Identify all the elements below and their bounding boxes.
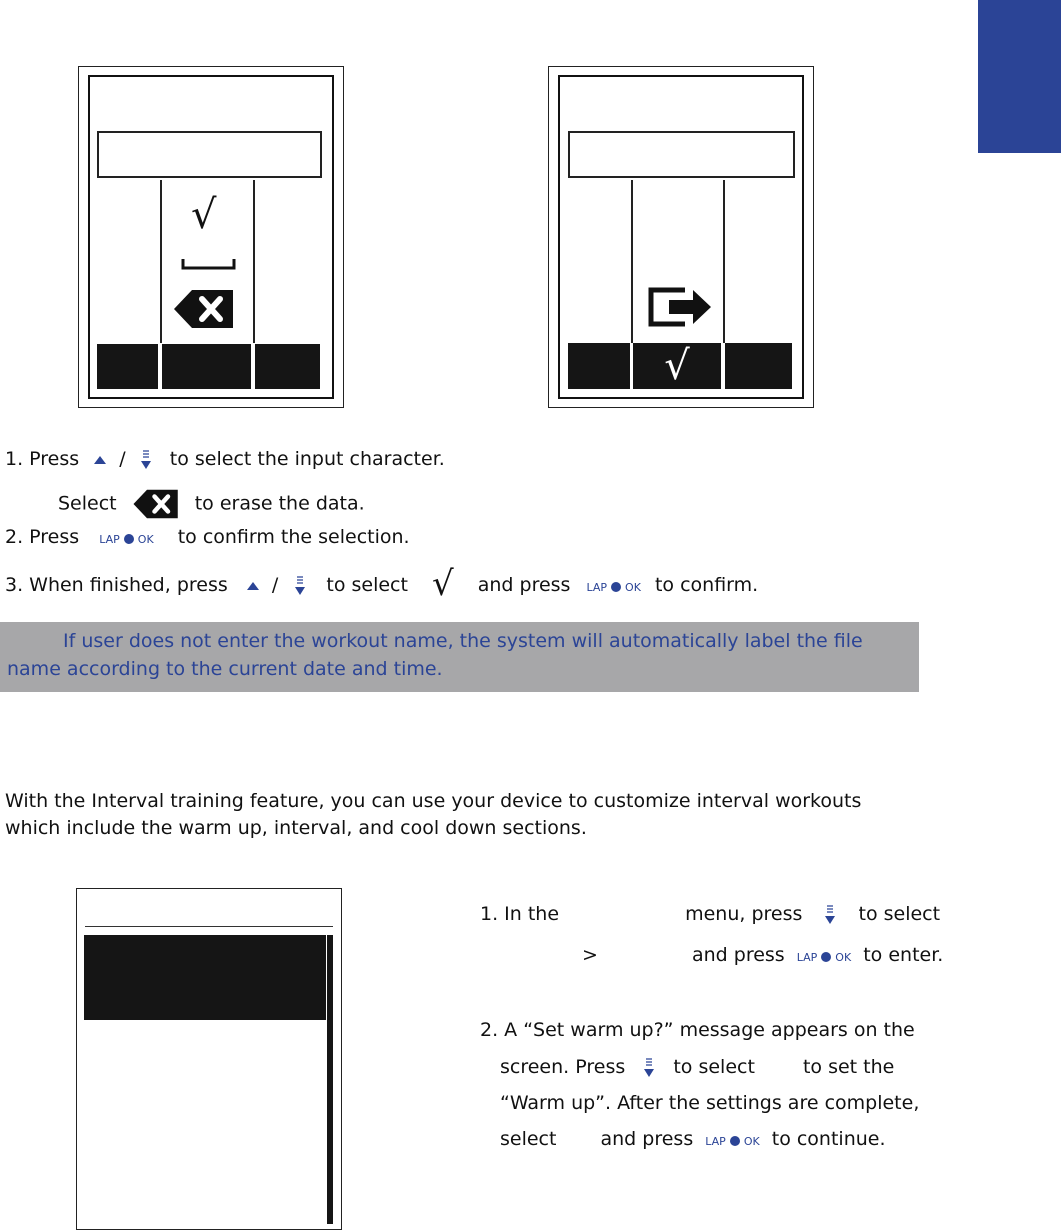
instr-2b-prefix: screen. Press (500, 1056, 626, 1078)
instr-1b-and: and press (691, 944, 785, 966)
step-2-line (5, 525, 410, 552)
step-3-line (5, 564, 759, 604)
device-screen-keyboard (78, 66, 344, 408)
triangle-up-icon (246, 581, 260, 591)
instr-2b-suffix: to set the (802, 1056, 895, 1078)
backspace-x-icon (133, 489, 179, 519)
note-line-1: If user does not enter the workout name, the system will automatically label the file (63, 630, 863, 652)
lap-ok-button (797, 951, 851, 964)
instr-1a-prefix: 1. In the (480, 903, 560, 925)
instr-2a: 2. A “Set warm up?” message appears on the (480, 1019, 915, 1041)
step-1-line (5, 447, 445, 471)
lap-label: LAP (586, 581, 608, 594)
step-1-prefix: 1. Press (5, 448, 80, 470)
soft-key-left (97, 344, 158, 389)
check-mark: √ (664, 343, 690, 389)
lap-label: LAP (796, 951, 818, 964)
lap-ok-button (99, 533, 153, 546)
screen-divider (85, 926, 333, 927)
step-1b-suffix: to erase the data. (194, 492, 365, 515)
selected-menu-item (84, 935, 326, 1020)
space-bar-icon (181, 257, 237, 271)
chapter-tab (978, 0, 1061, 153)
step-3-suffix: to confirm. (654, 574, 759, 596)
button-dot-icon (611, 582, 621, 592)
ok-label: OK (625, 581, 641, 594)
menu-down-icon (294, 575, 306, 597)
instr-2d-suffix: to continue. (771, 1128, 886, 1150)
menu-down-icon (643, 1057, 655, 1079)
instr-1b-suffix: to enter. (863, 944, 944, 966)
exit-arrow-icon (647, 286, 715, 328)
soft-key-center (633, 343, 721, 389)
step-1-slash: / (119, 448, 126, 470)
soft-key-left (568, 343, 630, 389)
menu-down-icon (824, 904, 836, 926)
instr-1b-gt: > (582, 944, 598, 966)
backspace-x-icon (174, 289, 234, 329)
keyboard-divider-left (160, 180, 162, 343)
instr-1a-suffix: to select (858, 903, 941, 925)
instr-2b (500, 1055, 894, 1079)
step-3-slash: / (271, 574, 279, 596)
soft-key-center (162, 344, 251, 389)
menu-down-icon (140, 449, 152, 471)
lap-ok-button (587, 581, 641, 594)
step-3-mid: to select (326, 574, 408, 596)
device-screen-exit (548, 66, 814, 408)
step-1b-prefix: Select (58, 492, 117, 515)
check-symbol: √ (432, 564, 454, 604)
triangle-up-icon (93, 455, 107, 465)
instr-1b (582, 943, 943, 970)
instr-2b-mid: to select (673, 1056, 755, 1078)
button-dot-icon (730, 1136, 740, 1146)
ok-label: OK (835, 951, 852, 964)
lap-ok-button (705, 1135, 759, 1148)
instr-1a-mid: menu, press (685, 903, 803, 925)
step-3-prefix: 3. When finished, press (5, 574, 228, 596)
step-1b-line (58, 489, 365, 519)
note-box (0, 622, 919, 692)
scrollbar (327, 935, 333, 1224)
lap-label: LAP (99, 533, 120, 546)
check-character: √ (191, 192, 217, 238)
note-line-2: name according to the current date and time. (7, 658, 443, 680)
intro-line-1: With the Interval training feature, you can use your device to customize interval workouts (5, 790, 862, 812)
ok-label: OK (743, 1135, 760, 1148)
name-input-field (97, 131, 322, 178)
soft-key-right (255, 344, 320, 389)
lap-label: LAP (705, 1135, 726, 1148)
instr-2d-mid: and press (600, 1128, 694, 1150)
instr-2c: “Warm up”. After the settings are complete, (500, 1092, 920, 1114)
keyboard-divider-right (723, 180, 725, 343)
name-input-field (568, 131, 795, 178)
instr-1a (480, 902, 940, 926)
instr-2d (500, 1127, 886, 1154)
step-1-suffix: to select the input character. (169, 448, 445, 470)
soft-key-right (725, 343, 792, 389)
keyboard-divider-right (253, 180, 255, 343)
keyboard-divider-left (631, 180, 633, 343)
button-dot-icon (124, 534, 134, 544)
button-dot-icon (821, 952, 831, 962)
device-screen-interval (76, 888, 342, 1230)
instr-2d-prefix: select (500, 1128, 557, 1150)
step-2-suffix: to confirm the selection. (177, 526, 410, 548)
step-2-prefix: 2. Press (5, 526, 80, 548)
ok-label: OK (137, 533, 154, 546)
intro-line-2: which include the warm up, interval, and cool down sections. (5, 817, 587, 839)
step-3-and: and press (477, 574, 571, 596)
